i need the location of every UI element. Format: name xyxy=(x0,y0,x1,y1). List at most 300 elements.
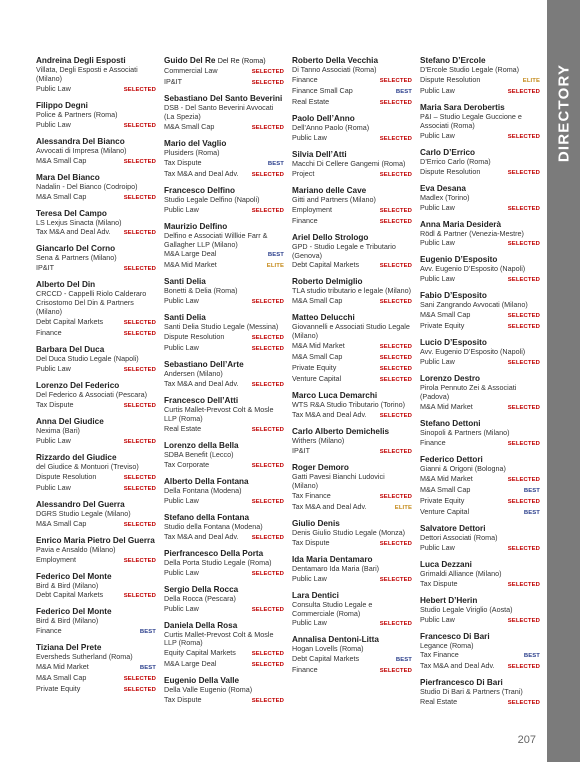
firm-name: Gitti and Partners (Milano) xyxy=(292,194,376,204)
practice-area: IP&IT xyxy=(36,263,54,273)
directory-entry xyxy=(292,591,412,630)
rank-badge: SELECTED xyxy=(507,617,540,624)
lawyer-name: Salvatore Dettori xyxy=(420,523,486,533)
lawyer-name: Andreina Degli Esposti xyxy=(36,56,126,65)
lawyer-name: Hebert D’Herin xyxy=(420,595,478,605)
firm-name: Bonetti & Delia (Roma) xyxy=(164,286,238,296)
rank-badge: SELECTED xyxy=(123,593,156,600)
practice-row xyxy=(36,684,156,695)
rank-badge: SELECTED xyxy=(251,698,284,705)
practice-area: Tax M&A and Deal Adv. xyxy=(36,227,111,237)
firm-name: DGRS Studio Legale (Milano) xyxy=(36,508,131,518)
practice-area: Finance xyxy=(292,665,318,675)
rank-badge: SELECTED xyxy=(507,440,540,447)
rank-badge: SELECTED xyxy=(379,493,412,500)
practice-area: Dispute Resolution xyxy=(36,471,97,481)
practice-area: Private Equity xyxy=(36,684,81,694)
practice-area: Public Law xyxy=(292,132,327,142)
firm-name: Hogan Lovells (Roma) xyxy=(292,644,364,654)
firm-name: Legance (Roma) xyxy=(420,640,474,650)
practice-row xyxy=(420,485,540,496)
lawyer-name: Fabio D’Esposito xyxy=(420,291,487,301)
lawyer-name: Marco Luca Demarchi xyxy=(292,391,378,401)
rank-badge: SELECTED xyxy=(251,124,284,131)
practice-area: Debt Capital Markets xyxy=(292,260,360,270)
rank-badge: SELECTED xyxy=(507,169,540,176)
firm-name: Studio della Fontana (Modena) xyxy=(164,521,263,531)
practice-row xyxy=(36,626,156,637)
firm-name: Macchi Di Cellere Gangemi (Roma) xyxy=(292,158,406,168)
rank-badge: SELECTED xyxy=(251,80,284,86)
directory-entry xyxy=(164,277,284,307)
practice-row xyxy=(420,579,540,590)
directory-grid xyxy=(36,56,540,726)
rank-badge: SELECTED xyxy=(251,346,284,353)
firm-name: Consulta Studio Legale e Commerciale (Roma) xyxy=(292,599,373,618)
firm-name: Avv. Eugenio D’Esposito (Napoli) xyxy=(420,264,526,274)
practice-area: Tax M&A and Deal Adv. xyxy=(164,379,239,389)
practice-area: Public Law xyxy=(420,542,455,552)
rank-badge: BEST xyxy=(395,657,412,664)
firm-name: Gatti Pavesi Bianchi Ludovici (Milano) xyxy=(292,471,385,490)
firm-name: Della Valle Eugenio (Roma) xyxy=(164,685,253,695)
firm-name: GPD - Studio Legale e Tributario (Genova) xyxy=(292,241,396,260)
lawyer-name: Eugenio Della Valle xyxy=(164,676,240,686)
lawyer-line xyxy=(164,56,284,66)
lawyer-name: Ariel Dello Strologo xyxy=(292,232,369,242)
directory-entry xyxy=(420,220,540,250)
lawyer-name: Carlo D’Errico xyxy=(420,147,476,157)
directory-column xyxy=(292,56,412,682)
practice-area: Public Law xyxy=(36,435,71,445)
practice-area: Tax M&A and Deal Adv. xyxy=(164,168,239,178)
directory-entry xyxy=(36,572,156,602)
lawyer-name: Lorenzo Destro xyxy=(420,374,481,384)
firm-name: Pirola Pennuto Zei & Associati (Padova) xyxy=(420,383,517,402)
firm-name: Bird & Bird (Milano) xyxy=(36,616,99,626)
practice-area: Public Law xyxy=(164,204,199,214)
firm-name: D’Ercole Studio Legale (Roma) xyxy=(420,65,520,74)
rank-badge: ELITE xyxy=(266,263,284,270)
lawyer-name: Eva Desana xyxy=(420,183,466,193)
directory-entry xyxy=(292,463,412,513)
practice-row xyxy=(36,472,156,483)
practice-area: IP&IT xyxy=(292,445,310,455)
rank-badge: SELECTED xyxy=(123,320,156,327)
rank-badge: SELECTED xyxy=(379,540,412,547)
directory-entry xyxy=(292,391,412,421)
firm-name: Nadalin - Del Bianco (Codroipo) xyxy=(36,181,138,191)
rank-badge: SELECTED xyxy=(507,700,540,707)
lawyer-name: Lorenzo Del Federico xyxy=(36,380,120,390)
rank-badge: SELECTED xyxy=(123,122,156,129)
practice-area: Private Equity xyxy=(420,321,465,331)
practice-area: M&A Small Cap xyxy=(164,121,215,131)
directory-entry xyxy=(36,536,156,566)
practice-area: Public Law xyxy=(420,238,455,248)
firm-name: Della Fontana (Modena) xyxy=(164,485,242,495)
practice-area: Venture Capital xyxy=(292,374,342,384)
lawyer-name: Alberto Della Fontana xyxy=(164,476,249,486)
practice-area: Tax Dispute xyxy=(292,537,330,547)
lawyer-name: Santi Delia xyxy=(164,313,206,323)
rank-badge: SELECTED xyxy=(507,88,540,95)
rank-badge: SELECTED xyxy=(123,230,156,237)
practice-area: Public Law xyxy=(164,343,199,353)
firm-name: Madlex (Torino) xyxy=(420,192,470,202)
practice-row xyxy=(292,75,412,86)
rank-badge: SELECTED xyxy=(123,438,156,445)
practice-row xyxy=(36,400,156,411)
rank-badge: SELECTED xyxy=(251,382,284,389)
directory-column xyxy=(36,56,156,701)
directory-entry xyxy=(420,103,540,142)
firm-name: Bird & Bird (Milano) xyxy=(36,580,99,590)
rank-badge: SELECTED xyxy=(379,135,412,142)
directory-entry xyxy=(164,621,284,671)
directory-entry xyxy=(164,549,284,579)
rank-badge: BEST xyxy=(139,629,156,636)
lawyer-name: Francesco Di Bari xyxy=(420,631,490,641)
firm-name: WTS R&A Studio Tributario (Torino) xyxy=(292,400,406,410)
rank-badge: SELECTED xyxy=(379,377,412,384)
directory-entry xyxy=(164,313,284,354)
rank-badge: SELECTED xyxy=(379,448,412,455)
practice-area: Private Equity xyxy=(420,495,465,505)
rank-badge: SELECTED xyxy=(251,426,284,433)
rank-badge: ELITE xyxy=(522,77,540,84)
rank-badge: SELECTED xyxy=(123,194,156,201)
practice-row xyxy=(292,169,412,180)
rank-badge: BEST xyxy=(267,160,284,167)
rank-badge: SELECTED xyxy=(123,485,156,492)
practice-area: Tax Finance xyxy=(292,490,331,500)
practice-row xyxy=(36,662,156,673)
practice-area: Real Estate xyxy=(420,697,458,707)
rank-badge: SELECTED xyxy=(123,676,156,683)
practice-area: Tax Finance xyxy=(420,650,459,660)
practice-row xyxy=(420,131,540,142)
practice-area: Equity Capital Markets xyxy=(164,648,236,658)
rank-badge: SELECTED xyxy=(251,498,284,505)
directory-entry xyxy=(420,678,540,708)
rank-badge: SELECTED xyxy=(123,521,156,528)
practice-area: M&A Large Deal xyxy=(164,659,217,669)
lawyer-name: Francesco Dell’Atti xyxy=(164,396,239,406)
practice-row xyxy=(164,659,284,670)
rank-badge: SELECTED xyxy=(379,668,412,675)
practice-area: M&A Mid Market xyxy=(292,341,345,351)
practice-row xyxy=(164,332,284,343)
directory-entry xyxy=(164,56,284,88)
directory-entry xyxy=(164,186,284,216)
lawyer-name: Teresa Del Campo xyxy=(36,208,107,218)
directory-entry xyxy=(164,360,284,390)
practice-row xyxy=(164,249,284,260)
practice-row xyxy=(292,446,412,457)
section-tab-label xyxy=(550,58,578,168)
rank-badge: SELECTED xyxy=(123,557,156,564)
firm-name: Eversheds Sutherland (Roma) xyxy=(36,652,133,662)
practice-row xyxy=(292,133,412,144)
lawyer-name: Guido Del Re xyxy=(164,56,216,65)
directory-entry xyxy=(420,148,540,178)
lawyer-name: Pierfrancesco Della Porta xyxy=(164,548,264,558)
practice-area: Public Law xyxy=(420,85,455,95)
practice-area: Dispute Resolution xyxy=(420,74,481,84)
rank-badge: SELECTED xyxy=(379,99,412,106)
lawyer-name: Maurizio Delfino xyxy=(164,221,228,231)
practice-row xyxy=(164,424,284,435)
firm-name: Nexima (Bari) xyxy=(36,425,80,435)
practice-area: Public Law xyxy=(36,83,71,93)
rank-badge: SELECTED xyxy=(379,207,412,214)
practice-area: Public Law xyxy=(36,482,71,492)
practice-row xyxy=(292,618,412,629)
practice-row xyxy=(420,507,540,518)
practice-area: Tax Dispute xyxy=(36,399,74,409)
practice-area: Debt Capital Markets xyxy=(36,317,104,327)
practice-row xyxy=(420,238,540,249)
lawyer-name: Rizzardo del Giudice xyxy=(36,452,117,462)
practice-area: M&A Small Cap xyxy=(36,191,87,201)
rank-badge: SELECTED xyxy=(123,687,156,694)
practice-row xyxy=(420,357,540,368)
practice-row xyxy=(164,296,284,307)
lawyer-name: Giancarlo Del Corno xyxy=(36,244,116,254)
rank-badge: SELECTED xyxy=(251,335,284,342)
practice-row xyxy=(420,86,540,97)
practice-area: M&A Mid Market xyxy=(420,473,473,483)
firm-name: TLA studio tributario e legale (Milano) xyxy=(292,286,412,296)
practice-row xyxy=(164,205,284,216)
directory-entry xyxy=(164,139,284,180)
practice-area: Finance xyxy=(36,328,62,338)
directory-entry xyxy=(164,441,284,471)
lawyer-name: Roberto Della Vecchia xyxy=(292,56,379,65)
practice-area: IP&IT xyxy=(164,77,182,86)
lawyer-name: Lucio D’Esposito xyxy=(420,338,487,348)
practice-row xyxy=(420,615,540,626)
lawyer-name: Stefano della Fontana xyxy=(164,512,250,522)
practice-area: M&A Small Cap xyxy=(36,155,87,165)
practice-area: Private Equity xyxy=(292,363,337,373)
rank-badge: SELECTED xyxy=(379,299,412,306)
practice-row xyxy=(164,695,284,706)
rank-badge: SELECTED xyxy=(379,413,412,420)
practice-area: M&A Small Cap xyxy=(420,310,471,320)
practice-row xyxy=(420,321,540,332)
firm-name: Di Tanno Associati (Roma) xyxy=(292,65,377,74)
practice-area: Finance xyxy=(420,437,446,447)
rank-badge: SELECTED xyxy=(507,498,540,505)
practice-row xyxy=(164,260,284,271)
lawyer-name: Pierfrancesco Di Bari xyxy=(420,678,503,688)
lawyer-name: Sebastiano Del Santo Beverini xyxy=(164,94,283,103)
practice-row xyxy=(420,402,540,413)
directory-entry xyxy=(164,477,284,507)
directory-entry xyxy=(420,524,540,554)
directory-entry xyxy=(36,173,156,203)
practice-area: Public Law xyxy=(420,274,455,284)
rank-badge: SELECTED xyxy=(507,476,540,483)
practice-row xyxy=(36,555,156,566)
rank-badge: SELECTED xyxy=(379,171,412,178)
practice-row xyxy=(164,532,284,543)
practice-area: Public Law xyxy=(420,357,455,367)
directory-entry xyxy=(292,555,412,585)
practice-area: M&A Large Deal xyxy=(164,249,217,259)
directory-entry xyxy=(36,500,156,530)
practice-area: Debt Capital Markets xyxy=(36,590,104,600)
directory-entry xyxy=(420,374,540,413)
firm-name: Dell’Anno Paolo (Roma) xyxy=(292,122,370,132)
practice-area: Public Law xyxy=(420,202,455,212)
practice-row xyxy=(292,86,412,97)
directory-entry xyxy=(164,676,284,706)
practice-row xyxy=(420,274,540,285)
practice-row xyxy=(292,352,412,363)
practice-area: M&A Mid Market xyxy=(420,401,473,411)
firm-name: Studio Di Bari & Partners (Trani) xyxy=(420,687,523,697)
practice-row xyxy=(420,438,540,449)
practice-row xyxy=(292,205,412,216)
directory-entry xyxy=(420,184,540,214)
practice-area: Tax Dispute xyxy=(164,157,202,167)
rank-badge: SELECTED xyxy=(379,218,412,225)
firm-name: Dettori Associati (Roma) xyxy=(420,532,498,542)
firm-name: Denis Giulio Studio Legale (Monza) xyxy=(292,527,406,537)
firm-name: Avv. Eugenio D’Esposito (Napoli) xyxy=(420,347,526,357)
practice-row xyxy=(292,363,412,374)
practice-area: Public Law xyxy=(292,618,327,628)
lawyer-name: Alessandra Del Bianco xyxy=(36,136,125,146)
practice-area: M&A Mid Market xyxy=(36,662,89,672)
rank-badge: BEST xyxy=(523,487,540,494)
practice-row xyxy=(164,66,284,77)
practice-row xyxy=(164,379,284,390)
lawyer-name: Sergio Della Rocca xyxy=(164,584,239,594)
section-title: DIRECTORY xyxy=(555,63,573,163)
rank-badge: SELECTED xyxy=(251,299,284,306)
lawyer-name: Paolo Dell’Anno xyxy=(292,113,355,123)
rank-badge: SELECTED xyxy=(379,621,412,628)
practice-row xyxy=(164,169,284,180)
rank-badge: BEST xyxy=(267,252,284,259)
firm-name: Santi Delia Studio Legale (Messina) xyxy=(164,322,279,332)
directory-entry xyxy=(292,313,412,385)
lawyer-name: Daniela Della Rosa xyxy=(164,620,238,630)
firm-name: Del Re (Roma) xyxy=(217,56,266,65)
rank-badge: SELECTED xyxy=(251,570,284,577)
lawyer-name: Alessandro Del Guerra xyxy=(36,499,125,509)
practice-area: Public Law xyxy=(164,296,199,306)
practice-area: Real Estate xyxy=(164,423,202,433)
practice-row xyxy=(164,77,284,88)
practice-row xyxy=(36,120,156,131)
rank-badge: SELECTED xyxy=(251,462,284,469)
directory-entry xyxy=(420,255,540,285)
directory-entry xyxy=(420,291,540,332)
firm-name: SDBA Benefit (Lecco) xyxy=(164,449,234,459)
lawyer-name: Stefano Dettoni xyxy=(420,418,481,428)
directory-entry xyxy=(164,513,284,543)
rank-badge: SELECTED xyxy=(379,366,412,373)
rank-badge: SELECTED xyxy=(379,355,412,362)
practice-area: Public Law xyxy=(420,130,455,140)
lawyer-name: Filippo Degni xyxy=(36,100,88,110)
rank-badge: SELECTED xyxy=(507,324,540,331)
practice-area: Project xyxy=(292,168,315,178)
practice-row xyxy=(292,374,412,385)
practice-row xyxy=(420,310,540,321)
directory-entry xyxy=(420,338,540,368)
practice-row xyxy=(36,673,156,684)
practice-area: M&A Small Cap xyxy=(420,484,471,494)
practice-row xyxy=(292,491,412,502)
firm-name: Della Rocca (Pescara) xyxy=(164,593,236,603)
rank-badge: SELECTED xyxy=(507,133,540,140)
practice-row xyxy=(292,216,412,227)
practice-area: Tax M&A and Deal Adv. xyxy=(164,531,239,541)
rank-badge: SELECTED xyxy=(379,344,412,351)
practice-area: Finance xyxy=(292,74,318,84)
rank-badge: BEST xyxy=(395,88,412,95)
directory-entry xyxy=(164,585,284,615)
practice-row xyxy=(164,343,284,354)
practice-row xyxy=(292,410,412,421)
firm-name: Curtis Mallet-Prevost Colt & Mosle LLP (Roma) xyxy=(164,405,274,424)
practice-area: Venture Capital xyxy=(420,506,470,516)
rank-badge: SELECTED xyxy=(379,77,412,84)
practice-row xyxy=(164,496,284,507)
directory-entry xyxy=(292,635,412,676)
lawyer-name: Carlo Alberto Demichelis xyxy=(292,427,390,437)
practice-row xyxy=(292,341,412,352)
directory-entry xyxy=(420,419,540,449)
firm-name: Gianni & Origoni (Bologna) xyxy=(420,463,506,473)
directory-entry xyxy=(292,233,412,272)
lawyer-name: Francesco Delfino xyxy=(164,185,235,195)
practice-row xyxy=(36,328,156,339)
practice-row xyxy=(420,650,540,661)
rank-badge: SELECTED xyxy=(507,277,540,284)
practice-area: Tax Dispute xyxy=(420,578,458,588)
firm-name: LS Lexjus Sinacta (Milano) xyxy=(36,217,122,227)
firm-name: Withers (Milano) xyxy=(292,436,345,446)
lawyer-name: Lorenzo della Bella xyxy=(164,440,239,450)
firm-name: Sena & Partners (Milano) xyxy=(36,253,117,263)
lawyer-name: Mario del Vaglio xyxy=(164,138,227,148)
practice-row xyxy=(164,158,284,169)
practice-area: Employment xyxy=(292,204,332,214)
lawyer-name: Annalisa Dentoni-Litta xyxy=(292,635,379,645)
firm-name: CRCCD - Cappelli Riolo Calderaro Crisostomo Del Din & Partners (Milano) xyxy=(36,289,147,317)
practice-area: M&A Mid Market xyxy=(164,260,217,270)
practice-area: Commercial Law xyxy=(164,66,218,75)
lawyer-name: Enrico Maria Pietro Del Guerra xyxy=(36,535,155,545)
rank-badge: SELECTED xyxy=(251,69,284,75)
rank-badge: SELECTED xyxy=(251,207,284,214)
rank-badge: SELECTED xyxy=(507,581,540,588)
rank-badge: SELECTED xyxy=(251,662,284,669)
firm-name: Police & Partners (Roma) xyxy=(36,109,118,119)
directory-entry xyxy=(420,455,540,518)
rank-badge: SELECTED xyxy=(379,576,412,583)
practice-row xyxy=(36,192,156,203)
rank-badge: SELECTED xyxy=(123,474,156,481)
practice-row xyxy=(420,474,540,485)
